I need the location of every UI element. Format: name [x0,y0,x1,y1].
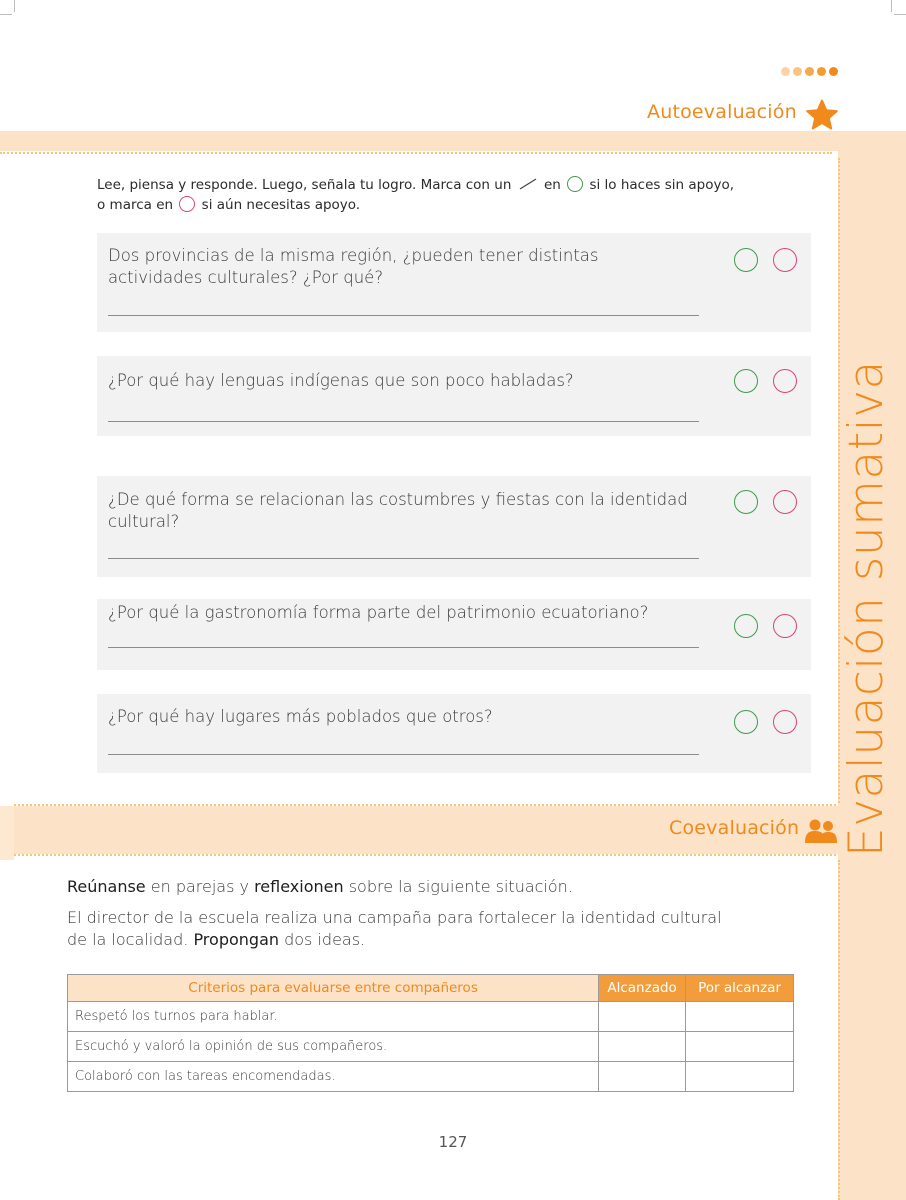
dotted-divider [838,860,840,1200]
crop-mark [894,14,906,15]
self-check-circle[interactable] [734,490,758,514]
bold-word: reflexionen [254,877,344,896]
bold-word: Reúnanse [67,877,146,896]
checkmark-icon [518,178,538,190]
crop-mark [891,0,892,12]
text: en parejas y [145,877,255,896]
text: dos ideas. [279,930,366,949]
answer-line[interactable] [108,421,699,422]
alcanzado-cell[interactable] [599,1032,686,1062]
answer-line[interactable] [108,315,699,316]
dot [829,67,838,76]
dot [817,67,826,76]
question-text: ¿De qué forma se relacionan las costumbres y fiestas con la identidad cultural? [108,490,688,531]
peach-band [0,131,906,151]
instructions-text: Lee, piensa y responde. Luego, señala tu logro. Marca con un [97,177,512,193]
coevaluacion-instruction [67,876,573,898]
criterion-cell: Colaboró con las tareas encomendadas. [68,1062,599,1092]
instructions-text: si lo haces sin apoyo, [589,177,735,193]
criterion-cell: Respetó los turnos para hablar. [68,1002,599,1032]
bold-word: Propongan [193,930,280,949]
column-header: Criterios para evaluarse entre compañeros [68,975,599,1002]
answer-line[interactable] [108,754,699,755]
needs-help-circle[interactable] [773,490,797,514]
decorative-dots [781,67,838,76]
pink-circle-icon [179,196,195,212]
question-text: Dos provincias de la misma región, ¿pueden tener distintas actividades culturales? ¿Por qué? [108,246,599,287]
instructions [97,175,797,215]
dot [793,67,802,76]
question-card [97,694,811,773]
question-text: ¿Por qué la gastronomía forma parte del patrimonio ecuatoriano? [108,603,649,622]
question-text: ¿Por qué hay lenguas indígenas que son poco habladas? [108,371,574,390]
por-alcanzar-cell[interactable] [686,1002,794,1032]
self-check-circle[interactable] [734,614,758,638]
needs-help-circle[interactable] [773,369,797,393]
text: sobre la siguiente situación. [343,877,573,896]
alcanzado-cell[interactable] [599,1002,686,1032]
question-card [97,233,811,332]
question-card [97,476,811,577]
table-row [68,1002,794,1032]
text: de la localidad. [67,930,194,949]
question-card [97,356,811,436]
question-text: ¿Por qué hay lugares más poblados que otros? [108,707,493,726]
autoevaluacion-title: Autoevaluación [647,101,797,123]
table-row [68,1062,794,1092]
green-circle-icon [567,176,583,192]
instructions-text: si aún necesitas apoyo. [201,197,361,213]
instructions-text: o marca en [97,197,174,213]
por-alcanzar-cell[interactable] [686,1062,794,1092]
self-check-circle[interactable] [734,248,758,272]
answer-line[interactable] [108,647,699,648]
criteria-table [67,974,794,1092]
table-header-row [68,975,794,1002]
column-header: Alcanzado [599,975,686,1002]
dotted-divider [14,804,836,806]
criterion-cell: Escuchó y valoró la opinión de sus compañeros. [68,1032,599,1062]
answer-line[interactable] [108,558,699,559]
alcanzado-cell[interactable] [599,1062,686,1092]
coevaluacion-situation [67,907,722,951]
text: El director de la escuela realiza una campaña para fortalecer la identidad cultural [67,908,722,927]
needs-help-circle[interactable] [773,710,797,734]
star-icon [805,99,839,131]
dot [781,67,790,76]
column-header: Por alcanzar [686,975,794,1002]
por-alcanzar-cell[interactable] [686,1032,794,1062]
people-icon [804,818,838,844]
table-row [68,1032,794,1062]
page-number: 127 [438,1133,468,1151]
question-card [97,599,811,670]
needs-help-circle[interactable] [773,248,797,272]
crop-mark [0,14,12,15]
needs-help-circle[interactable] [773,614,797,638]
self-check-circle[interactable] [734,710,758,734]
instructions-text: en [544,177,561,193]
vertical-section-title: Evaluación sumativa [839,360,894,857]
dotted-divider [0,152,832,154]
coevaluacion-title: Coevaluación [669,817,800,839]
self-check-circle[interactable] [734,369,758,393]
dotted-divider [14,854,836,856]
dot [805,67,814,76]
crop-mark [14,0,15,12]
